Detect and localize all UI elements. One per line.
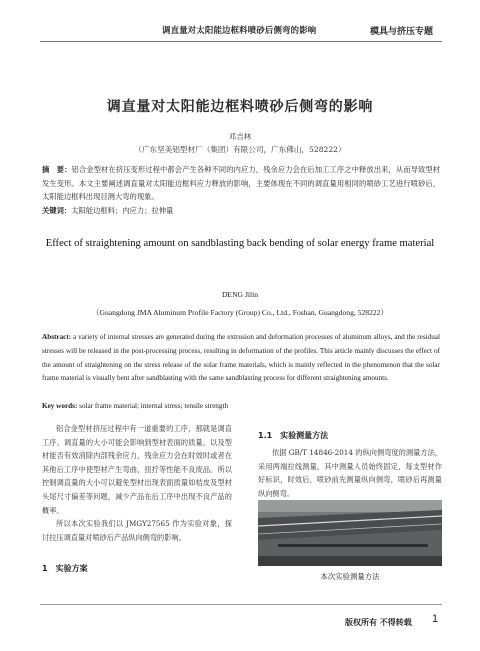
english-affiliation: （Guangdong JMA Aluminum Profile Factory (Group) Co., Ltd., Foshan, Guangdong, 528222） bbox=[91, 308, 389, 317]
figure-caption: 本次实验测量方法 bbox=[320, 572, 380, 581]
measurement-photo bbox=[258, 500, 442, 566]
left-column bbox=[42, 422, 232, 544]
intro-paragraph-2: 所以本次实验我们以 JMGY27565 作为实验对象，探讨拉压调直量对喷砂后产品纵向侧弯的影响。 bbox=[42, 519, 232, 542]
chinese-abstract-label: 摘 要： bbox=[42, 165, 72, 174]
chinese-keywords-label: 关键词： bbox=[42, 206, 72, 215]
section-label: 模具与挤压专题 bbox=[370, 27, 434, 37]
chinese-abstract-text: 铝合金型材在挤压变形过程中都会产生各种不同的内应力，残余应力会在后加工工序之中释放出来，从而导致型材发生变形。本文主要阐述调直量对太阳能边框料应力释放的影响，主要体现在不同的调直量用相同的喷砂工艺进行喷砂后，太阳能边框料出现目测大弯的现象。 bbox=[42, 165, 441, 202]
chinese-affiliation: （广东坚美铝型材厂（集团）有限公司，广东佛山，528222） bbox=[134, 145, 346, 154]
english-author: DENG Jilin bbox=[221, 290, 259, 299]
section-heading-1-1: 1.1 实验测量方法 bbox=[258, 431, 329, 440]
english-abstract-text: a variety of internal stresses are generated during the extrusion and deformation processes of aluminum alloys, and the residual stresses will be released in the post-processing process, resulting in deformation of the profiles. This article mainly discusses the effect of the amount of straightening on the stress release of the solar frame materials, which is mainly reflected in the phenomenon that the solar frame material is visually bent after sandblasting with the same sandblasting process for different straightening amounts. bbox=[42, 333, 440, 383]
running-title: 调直量对太阳能边框料喷砂后侧弯的影响 bbox=[162, 25, 317, 35]
right-column bbox=[258, 446, 442, 500]
english-title: Effect of straightening amount on sandblasting back bending of solar energy frame material bbox=[45, 238, 435, 249]
english-keywords bbox=[42, 402, 440, 410]
section-heading-1: 1 实验方案 bbox=[42, 564, 88, 573]
english-keywords-label: Key words: bbox=[42, 402, 78, 410]
copyright-note: 版权所有 不得转载 bbox=[345, 617, 412, 627]
chinese-keywords-text: 太阳能边框料；内应力；拉伸量 bbox=[71, 206, 174, 215]
chinese-abstract bbox=[42, 163, 440, 204]
method-paragraph: 依据 GB/T 14846-2014 的纵向侧弯度的测量方法，采用两端拉线测量，其中测量人员始终固定，每支型材作好标识，时效后，喷砂前先测量纵向侧弯，喷砂后再测量纵向侧弯。 bbox=[258, 448, 442, 498]
footer-rule bbox=[40, 604, 442, 605]
english-abstract-label: Abstract: bbox=[42, 333, 72, 341]
page-number: 1 bbox=[432, 613, 439, 625]
chinese-title: 调直量对太阳能边框料喷砂后侧弯的影响 bbox=[106, 99, 374, 115]
intro-paragraph-1: 铝合金型材挤压过程中有一道重要的工序，那就是调直工序。调直量的大小可能会影响到型材表面的质量，以及型材能否有效消除内部残余应力，残余应力会在时效时或者在其他后工序中使型材产生弯曲，扭拧等性能不良废品。所以控制调直量的大小可以避免型材出现表面质量如桔皮及型材头尾尺寸偏差等问题，减少产品在后工序中出现不良产品的概率。 bbox=[42, 424, 232, 515]
page-header bbox=[0, 0, 480, 44]
chinese-author: 邓吉林 bbox=[228, 132, 252, 141]
english-abstract bbox=[42, 331, 440, 386]
english-keywords-text: solar frame material; internal stress; tensile strength bbox=[77, 402, 229, 410]
header-rule bbox=[40, 41, 442, 42]
chinese-keywords bbox=[42, 206, 440, 216]
